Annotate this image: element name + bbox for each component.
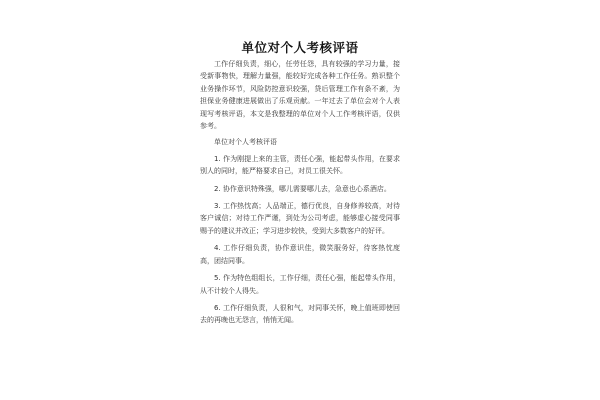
evaluation-item: 6. 工作仔细负责，人很和气，对同事关怀，晚上值班即使回去的再晚也无怨言，悄悄无闻。 [200, 303, 400, 325]
evaluation-item: 1. 作为刚提上来的主管，责任心强，能起带头作用，在要求别人的同时，能严格要求自己，对员工很关怀。 [200, 154, 400, 176]
evaluation-item: 4. 工作仔细负责，协作意识佳，微笑服务好，待客热忱度高，团结同事。 [200, 244, 400, 265]
document-title: 单位对个人考核评语 [241, 40, 359, 55]
intro-paragraph: 工作仔细负责，细心，任劳任怨，具有较强的学习力量，接受新事物快，理解力量强，能较好完成各种工作任务。熟识整个业务操作环节，风险防控意识较强，贷后管理工作有条不紊，为担保业务健康进展做出了乐观贡献。一年过去了单位会对个人表现写考核评语，本文是我整理的单位对个人工作考核评语，仅供参考。 [200, 60, 400, 131]
evaluation-item: 5. 作为特色组组长，工作仔细，责任心强，能起带头作用，从不计较个人得失。 [200, 274, 400, 295]
evaluation-item: 3. 工作热忱高；人品端正，德行优良，自身修养较高，对待客户诚信；对待工作严谨，到处为公司考虑，能够虚心接受同事赐予的建议并改正；学习进步较快，受到大多数客户的好评。 [200, 202, 400, 235]
section-subheading: 单位对个人考核评语 [214, 138, 277, 147]
evaluation-item: 2. 协作意识特殊强，哪儿需要哪儿去，急意也心系酒店。 [214, 184, 391, 193]
document-body [200, 58, 400, 332]
